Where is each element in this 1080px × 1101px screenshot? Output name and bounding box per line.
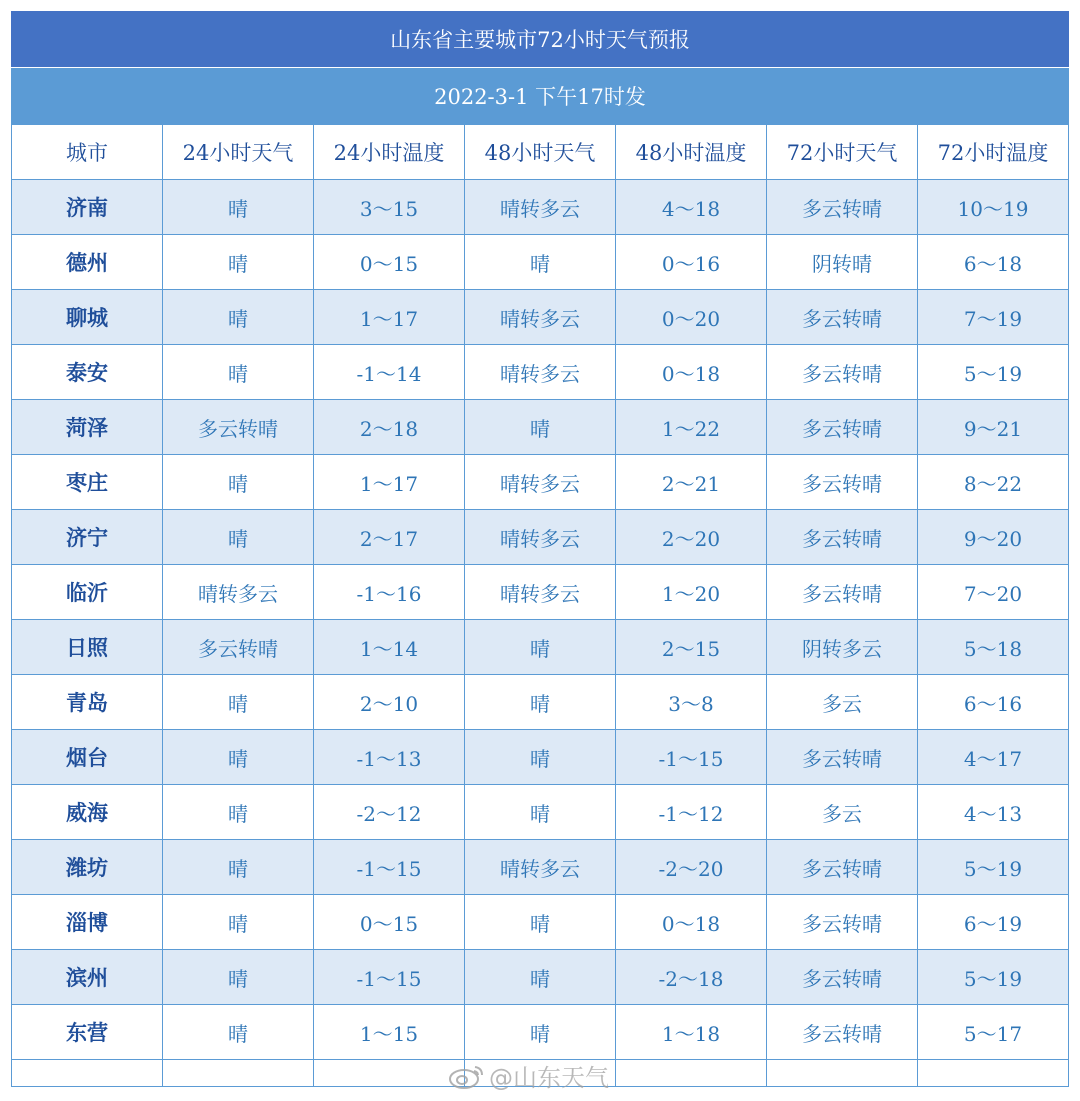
table-row bbox=[12, 730, 1069, 785]
table-cell: 多云转晴 bbox=[767, 510, 918, 565]
table-cell: 10～19 bbox=[918, 180, 1069, 235]
table-row bbox=[12, 180, 1069, 235]
table-cell: -1～14 bbox=[314, 345, 465, 400]
table-row bbox=[12, 345, 1069, 400]
page-title: 山东省主要城市72小时天气预报 bbox=[11, 11, 1069, 67]
city-cell: 威海 bbox=[12, 785, 163, 840]
table-cell: 多云 bbox=[767, 785, 918, 840]
table-cell: 多云转晴 bbox=[767, 290, 918, 345]
table-cell: 0～18 bbox=[616, 895, 767, 950]
table-cell: 晴转多云 bbox=[465, 290, 616, 345]
table-row bbox=[12, 235, 1069, 290]
table-cell: 晴 bbox=[163, 180, 314, 235]
column-header: 48小时天气 bbox=[465, 125, 616, 180]
table-cell: 多云转晴 bbox=[767, 565, 918, 620]
table-cell: 晴 bbox=[465, 950, 616, 1005]
table-cell: 晴 bbox=[163, 235, 314, 290]
table-cell: 晴 bbox=[465, 785, 616, 840]
table-cell: -2～12 bbox=[314, 785, 465, 840]
forecast-sheet bbox=[11, 11, 1069, 1087]
table-cell: 晴 bbox=[163, 950, 314, 1005]
issue-time: 2022-3-1 下午17时发 bbox=[11, 67, 1069, 124]
table-cell: 1～17 bbox=[314, 455, 465, 510]
table-cell: 晴 bbox=[163, 1005, 314, 1060]
city-cell: 济宁 bbox=[12, 510, 163, 565]
table-cell: 7～19 bbox=[918, 290, 1069, 345]
table-cell: 2～18 bbox=[314, 400, 465, 455]
table-cell: 0～15 bbox=[314, 235, 465, 290]
table-cell: 多云转晴 bbox=[767, 180, 918, 235]
table-cell: 晴 bbox=[163, 675, 314, 730]
table-cell: 多云转晴 bbox=[767, 730, 918, 785]
empty-cell bbox=[616, 1060, 767, 1087]
table-cell: 6～16 bbox=[918, 675, 1069, 730]
city-cell: 菏泽 bbox=[12, 400, 163, 455]
table-cell: 多云转晴 bbox=[767, 455, 918, 510]
table-cell: 多云转晴 bbox=[767, 400, 918, 455]
table-cell: 6～19 bbox=[918, 895, 1069, 950]
table-cell: -1～15 bbox=[314, 950, 465, 1005]
table-cell: 晴 bbox=[163, 730, 314, 785]
table-header-row bbox=[12, 125, 1069, 180]
table-cell: 5～19 bbox=[918, 345, 1069, 400]
table-cell: 多云 bbox=[767, 675, 918, 730]
table-row bbox=[12, 785, 1069, 840]
table-cell: 2～21 bbox=[616, 455, 767, 510]
table-cell: 晴 bbox=[163, 345, 314, 400]
table-cell: 晴转多云 bbox=[465, 455, 616, 510]
table-cell: 晴转多云 bbox=[465, 180, 616, 235]
table-cell: 晴 bbox=[465, 895, 616, 950]
table-cell: -2～18 bbox=[616, 950, 767, 1005]
table-row bbox=[12, 950, 1069, 1005]
table-cell: 5～18 bbox=[918, 620, 1069, 675]
table-cell: 多云转晴 bbox=[767, 345, 918, 400]
table-cell: 晴 bbox=[465, 235, 616, 290]
table-cell: 2～17 bbox=[314, 510, 465, 565]
table-cell: 4～13 bbox=[918, 785, 1069, 840]
table-cell: -1～16 bbox=[314, 565, 465, 620]
table-row bbox=[12, 565, 1069, 620]
table-cell: 多云转晴 bbox=[163, 620, 314, 675]
city-cell: 临沂 bbox=[12, 565, 163, 620]
table-cell: 3～8 bbox=[616, 675, 767, 730]
table-cell: 晴 bbox=[465, 400, 616, 455]
city-cell: 青岛 bbox=[12, 675, 163, 730]
table-cell: 0～18 bbox=[616, 345, 767, 400]
table-cell: 6～18 bbox=[918, 235, 1069, 290]
table-cell: 1～22 bbox=[616, 400, 767, 455]
table-cell: 0～15 bbox=[314, 895, 465, 950]
table-row bbox=[12, 400, 1069, 455]
table-cell: 晴 bbox=[465, 620, 616, 675]
table-row bbox=[12, 290, 1069, 345]
table-cell: 4～18 bbox=[616, 180, 767, 235]
table-cell: 9～20 bbox=[918, 510, 1069, 565]
table-cell: 多云转晴 bbox=[767, 840, 918, 895]
table-cell: 晴转多云 bbox=[465, 840, 616, 895]
table-cell: 1～14 bbox=[314, 620, 465, 675]
table-cell: 4～17 bbox=[918, 730, 1069, 785]
empty-cell bbox=[918, 1060, 1069, 1087]
table-cell: -1～15 bbox=[616, 730, 767, 785]
table-cell: 晴转多云 bbox=[465, 510, 616, 565]
table-cell: 晴 bbox=[465, 1005, 616, 1060]
table-row bbox=[12, 840, 1069, 895]
table-cell: 晴转多云 bbox=[465, 565, 616, 620]
table-cell: 1～20 bbox=[616, 565, 767, 620]
table-cell: 晴转多云 bbox=[465, 345, 616, 400]
weibo-icon bbox=[447, 1063, 485, 1089]
column-header: 48小时温度 bbox=[616, 125, 767, 180]
city-cell: 济南 bbox=[12, 180, 163, 235]
city-cell: 日照 bbox=[12, 620, 163, 675]
city-cell: 聊城 bbox=[12, 290, 163, 345]
table-cell: 2～20 bbox=[616, 510, 767, 565]
table-cell: 5～19 bbox=[918, 840, 1069, 895]
table-cell: 阴转晴 bbox=[767, 235, 918, 290]
table-cell: 晴 bbox=[163, 510, 314, 565]
table-cell: -2～20 bbox=[616, 840, 767, 895]
forecast-table bbox=[11, 124, 1069, 1087]
table-row bbox=[12, 455, 1069, 510]
table-cell: 晴 bbox=[465, 730, 616, 785]
table-cell: 晴 bbox=[163, 290, 314, 345]
city-cell: 枣庄 bbox=[12, 455, 163, 510]
table-cell: 2～10 bbox=[314, 675, 465, 730]
table-cell: -1～13 bbox=[314, 730, 465, 785]
table-cell: 1～17 bbox=[314, 290, 465, 345]
table-cell: 7～20 bbox=[918, 565, 1069, 620]
table-row bbox=[12, 895, 1069, 950]
column-header: 24小时天气 bbox=[163, 125, 314, 180]
table-cell: 1～18 bbox=[616, 1005, 767, 1060]
table-cell: -1～12 bbox=[616, 785, 767, 840]
table-row bbox=[12, 1005, 1069, 1060]
table-cell: 多云转晴 bbox=[767, 950, 918, 1005]
table-cell: 1～15 bbox=[314, 1005, 465, 1060]
table-cell: 多云转晴 bbox=[163, 400, 314, 455]
table-cell: 晴 bbox=[163, 455, 314, 510]
city-cell: 泰安 bbox=[12, 345, 163, 400]
table-cell: 晴 bbox=[163, 840, 314, 895]
table-cell: 5～17 bbox=[918, 1005, 1069, 1060]
weibo-watermark bbox=[447, 1058, 609, 1093]
table-cell: 0～20 bbox=[616, 290, 767, 345]
table-cell: 多云转晴 bbox=[767, 1005, 918, 1060]
watermark-text: @山东天气 bbox=[489, 1064, 609, 1092]
table-cell: 晴 bbox=[163, 895, 314, 950]
table-row bbox=[12, 620, 1069, 675]
column-header: 城市 bbox=[12, 125, 163, 180]
table-cell: 9～21 bbox=[918, 400, 1069, 455]
empty-cell bbox=[12, 1060, 163, 1087]
table-cell: -1～15 bbox=[314, 840, 465, 895]
table-cell: 晴 bbox=[465, 675, 616, 730]
city-cell: 滨州 bbox=[12, 950, 163, 1005]
empty-cell bbox=[163, 1060, 314, 1087]
city-cell: 淄博 bbox=[12, 895, 163, 950]
city-cell: 德州 bbox=[12, 235, 163, 290]
table-cell: 0～16 bbox=[616, 235, 767, 290]
city-cell: 潍坊 bbox=[12, 840, 163, 895]
column-header: 72小时天气 bbox=[767, 125, 918, 180]
table-row bbox=[12, 510, 1069, 565]
table-cell: 5～19 bbox=[918, 950, 1069, 1005]
table-cell: 2～15 bbox=[616, 620, 767, 675]
table-cell: 阴转多云 bbox=[767, 620, 918, 675]
empty-cell bbox=[314, 1060, 465, 1087]
table-row bbox=[12, 675, 1069, 730]
table-cell: 晴转多云 bbox=[163, 565, 314, 620]
column-header: 72小时温度 bbox=[918, 125, 1069, 180]
column-header: 24小时温度 bbox=[314, 125, 465, 180]
city-cell: 烟台 bbox=[12, 730, 163, 785]
table-cell: 多云转晴 bbox=[767, 895, 918, 950]
table-cell: 8～22 bbox=[918, 455, 1069, 510]
city-cell: 东营 bbox=[12, 1005, 163, 1060]
table-body bbox=[12, 180, 1069, 1087]
empty-cell bbox=[767, 1060, 918, 1087]
table-cell: 晴 bbox=[163, 785, 314, 840]
table-cell: 3～15 bbox=[314, 180, 465, 235]
